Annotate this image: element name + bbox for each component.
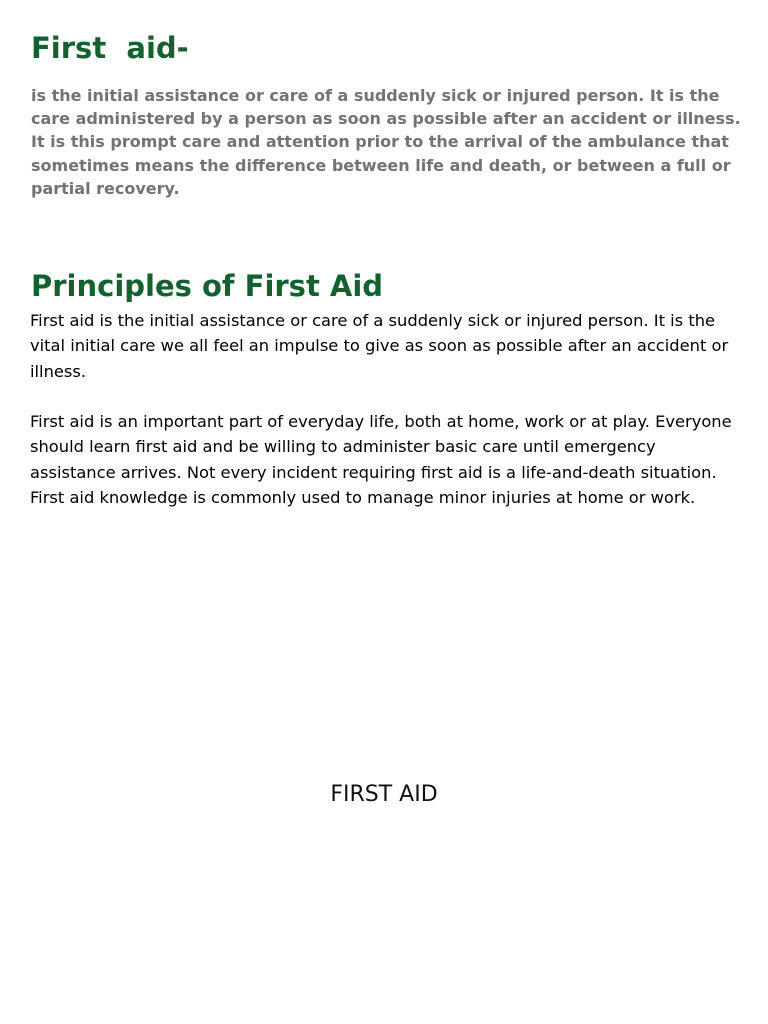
principles-heading: Principles of First Aid xyxy=(31,269,384,303)
page-title: First aid- xyxy=(31,31,189,65)
intro-paragraph: is the initial assistance or care of a suddenly sick or injured person. It is the care administered by a person as soon as possible after an accident or illness. It is this prompt care and attention prior to the arrival of the ambulance that sometimes means the difference between life and death, or between a full or partial recovery. xyxy=(31,86,741,198)
principles-paragraph-1: First aid is the initial assistance or care of a suddenly sick or injured person. It is the vital initial care we all feel an impulse to give as soon as possible after an accident or illness. xyxy=(30,311,729,381)
first-aid-label: FIRST AID xyxy=(330,782,438,807)
principles-paragraph-2: First aid is an important part of everyday life, both at home, work or at play. Everyone should learn first aid and be willing to administer basic care until emergency assistance arrives. Not every incident requiring first aid is a life-and-death situation. First aid knowledge is commonly used to manage minor injuries at home or work. xyxy=(30,412,732,508)
